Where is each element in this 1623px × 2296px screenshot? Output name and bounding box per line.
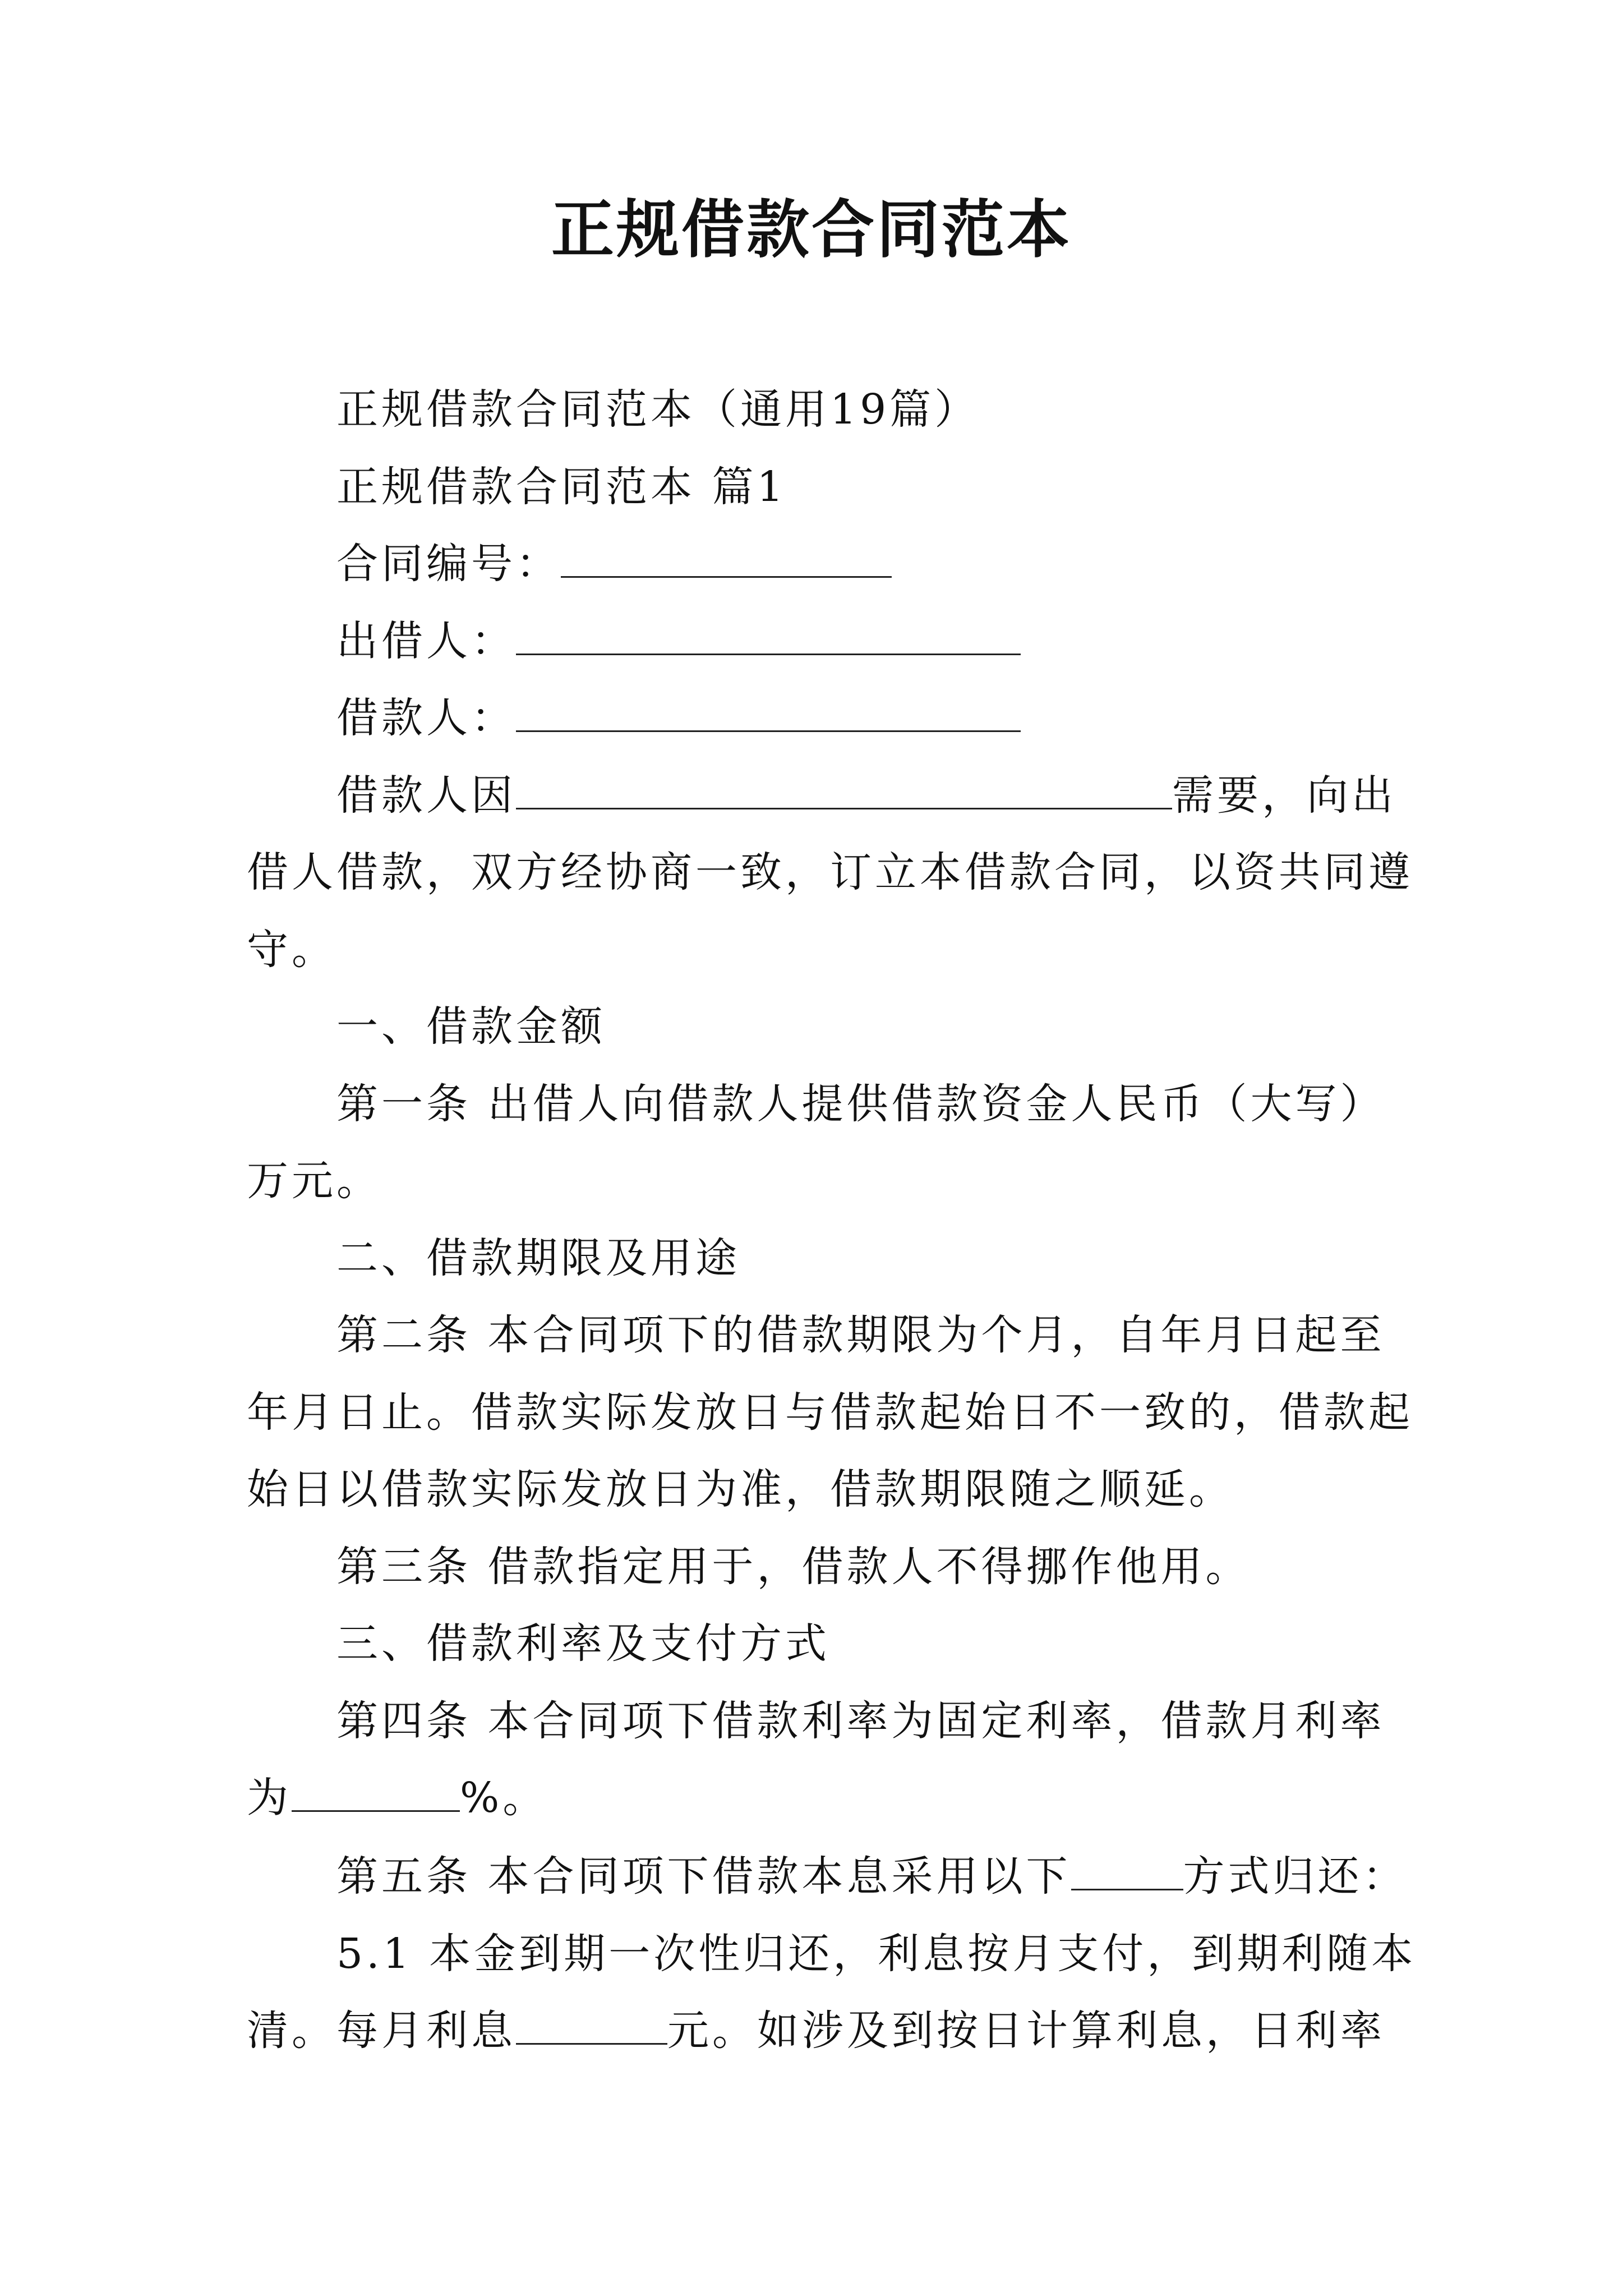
body-text: 始日以借款实际发放日为准，借款期限随之顺延。 [247,1465,1234,1513]
rate-lead-text: 为 [247,1774,292,1822]
clause-line [336,1693,1385,1749]
repayment-method-blank [1071,1854,1183,1890]
clause-text: 第三条 借款指定用于，借款人不得挪作他用。 [336,1543,1251,1591]
repayment-lead-text: 第五条 本合同项下借款本息采用以下 [336,1852,1071,1901]
body-text: 借人借款，双方经协商一致，订立本借款合同，以资共同遵 [247,848,1413,896]
purpose-line [336,767,1396,823]
clause-text: 第四条 本合同项下借款利率为固定利率，借款月利率 [336,1697,1385,1745]
lender-blank [516,619,1021,655]
repayment-tail-text: 方式归还： [1183,1852,1408,1901]
subtitle-text: 正规借款合同范本（通用19篇） [336,385,980,434]
body-text: 年月日止。借款实际发放日与借款起始日不一致的，借款起 [247,1388,1413,1437]
contract-number-blank [561,541,892,578]
clause-text: 第二条 本合同项下的借款期限为个月，自年月日起至 [336,1311,1385,1359]
borrower-line [336,690,1021,746]
clause-text: 第一条 出借人向借款人提供借款资金人民币（大写） [336,1080,1385,1128]
body-line [247,1384,1413,1441]
body-text: 万元。 [247,1157,381,1205]
clause-heading-text: 三、借款利率及支付方式 [336,1619,830,1668]
clause-line [336,1307,1385,1363]
body-line [247,1153,381,1209]
borrower-blank [516,696,1021,732]
body-line [247,844,1413,900]
clause-line [336,1076,1385,1132]
clause-heading-text: 二、借款期限及用途 [336,1234,740,1282]
body-line [247,1461,1234,1517]
body-line [247,922,336,978]
clause-line [336,1539,1251,1595]
purpose-lead-text: 借款人因 [336,771,516,820]
rate-tail-text: %。 [460,1774,548,1822]
lender-line [336,613,1021,669]
clause-heading-line [336,1616,830,1672]
clause-text: 5.1 本金到期一次性归还，利息按月支付，到期利随本 [336,1930,1417,1978]
contract-number-line [336,536,892,592]
monthly-interest-blank [516,2008,667,2045]
clause-heading-line [336,1230,740,1286]
section-heading-text: 正规借款合同范本 篇1 [336,463,787,511]
interest-tail-text: 元。如涉及到按日计算利息，日利率 [667,2007,1385,2055]
contract-number-label: 合同编号： [336,540,561,588]
lender-label: 出借人： [336,617,516,665]
clause-heading-line [336,999,606,1055]
interest-line [247,2003,1385,2059]
purpose-tail-text: 需要，向出 [1172,771,1396,820]
document-title: 正规借款合同范本 [551,193,1072,266]
repayment-method-line [336,1848,1408,1904]
interest-lead-text: 清。每月利息 [247,2007,516,2055]
monthly-rate-blank [292,1775,460,1812]
rate-line [247,1770,547,1826]
clause-line [336,1926,1416,1982]
borrower-label: 借款人： [336,694,516,742]
purpose-blank [516,773,1172,809]
section-heading-line [336,459,787,515]
body-text: 守。 [247,926,336,974]
subtitle-line [336,381,979,438]
clause-heading-text: 一、借款金额 [336,1002,606,1051]
